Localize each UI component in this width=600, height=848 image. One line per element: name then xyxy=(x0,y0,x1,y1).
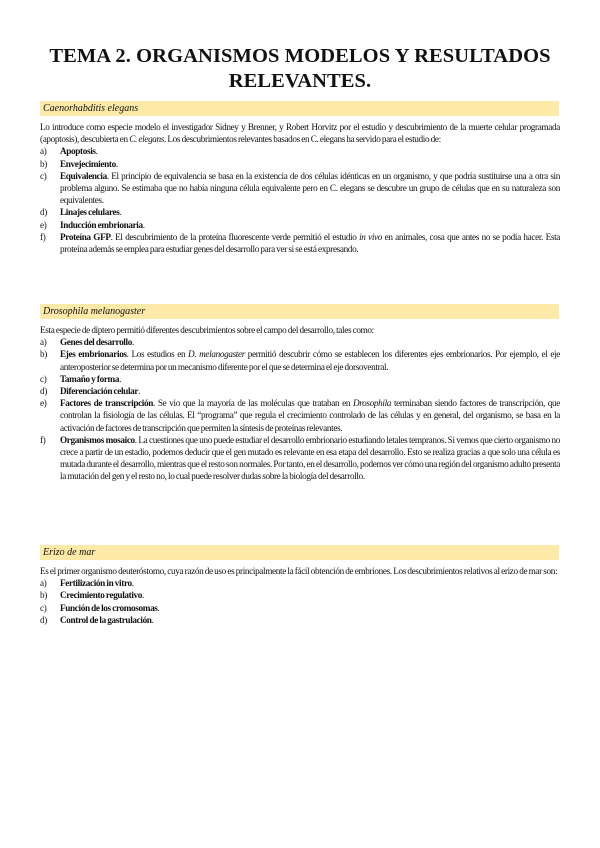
list-item: f) Proteína GFP. El descubrimiento de la proteína fluorescente verde permitió el estudio in vivo en animales, cosa que antes no se podía hacer. Esta proteína además se emplea para estudiar genes del desarrollo para ver si se está expresando. xyxy=(40,231,561,255)
list-item: d) Linajes celulares. xyxy=(40,207,122,218)
list-item: b) Crecimiento regulativo. xyxy=(40,590,144,601)
list-item: c) Equivalencia. El principio de equivalencia se basa en la existencia de dos células idénticas en un organismo, y que podría sustituirse una a otra sin problema alguno. Se estimaba que no había ninguna célula equivalente pero en C. elegans se descubre un grupo de células que en su naturaleza son equivalentes. xyxy=(40,170,560,206)
list-item: e) Inducción embrionaria. xyxy=(40,219,145,230)
list-item: b) Ejes embrionarios. Los estudios en D. melanogaster permitió descubrir cómo se establecen los diferentes ejes embrionarios. Por ejemplo, el eje anteroposterior se determina por un mecanismo diferente por el que se determina el eje dorsoventral. xyxy=(40,349,560,372)
list-item: b) Envejecimiento. xyxy=(40,158,118,169)
list-item: a) Fertilización in vitro. xyxy=(40,578,134,589)
section-intro: Es el primer organismo deuteróstomo, cuya razón de uso es principalmente la fácil obtención de embriones. Los descubrimientos relativos al erizo de mar son: xyxy=(40,566,558,576)
section-intro: Lo introduce como especie modelo el investigador Sidney y Brenner, y Robert Horvitz por el estudio y descubrimiento de la muerte celular programada (apoptosis), descubierta en C. elegans. Los descubrimientos relevantes basados en C. elegans ha servido para el estudio de: xyxy=(40,122,560,145)
page-title xyxy=(40,44,560,94)
section-heading-drosophila: Drosophila melanogaster xyxy=(40,304,559,319)
discovery-list xyxy=(40,145,560,255)
section-heading-erizo-de-mar: Erizo de mar xyxy=(40,545,559,560)
list-item: a) Genes del desarrollo. xyxy=(40,337,134,348)
discovery-list xyxy=(40,577,560,626)
list-item: e) Factores de transcripción. Se vio que la mayoría de las moléculas que trataban en Drosophila terminaban siendo factores de transcripción, que controlan la fisiología de las células. El “programa” que regula el crecimiento controlado de las células y en general, del organismo, se basa en la activación de factores de transcripción que permiten la síntesis de proteínas relevantes. xyxy=(40,398,561,433)
discovery-list xyxy=(40,336,560,482)
list-item: d) Control de la gastrulación. xyxy=(40,614,154,625)
list-item: f) Organismos mosaico. La cuestiones que uno puede estudiar el desarrollo embrionario estudiando letales tempranos. Si vemos que cierto organismo no crece a partir de un estadio, podemos deducir que el gen mutado es relevante en esa etapa del desarrollo. Esto se realiza gracias a que solo una célula es mutada durante el desarrollo, mientras que el resto son normales. Por tanto, en el desarrollo, podemos ver cómo una región del organismo adulto presenta la mutación del gen y el resto no, lo cual puede resolver dudas sobre la biología del desarrollo. xyxy=(40,434,561,482)
list-item: c) Función de los cromosomas. xyxy=(40,602,160,613)
title-line-1: TEMA 2. ORGANISMOS MODELOS Y RESULTADOS xyxy=(49,45,551,67)
section-body-drosophila xyxy=(40,324,560,483)
section-body-erizo-de-mar xyxy=(40,565,560,626)
section-heading-c-elegans: Caenorhabditis elegans xyxy=(40,101,559,116)
title-line-2: RELEVANTES. xyxy=(228,70,372,92)
list-item: a) Apoptosis. xyxy=(40,146,98,157)
section-body-c-elegans xyxy=(40,121,560,255)
section-intro: Esta especie de díptero permitió diferentes descubrimientos sobre el campo del desarrollo, tales como: xyxy=(40,325,374,335)
list-item: c) Tamaño y forma. xyxy=(40,373,122,384)
list-item: d) Diferenciación celular. xyxy=(40,386,141,397)
